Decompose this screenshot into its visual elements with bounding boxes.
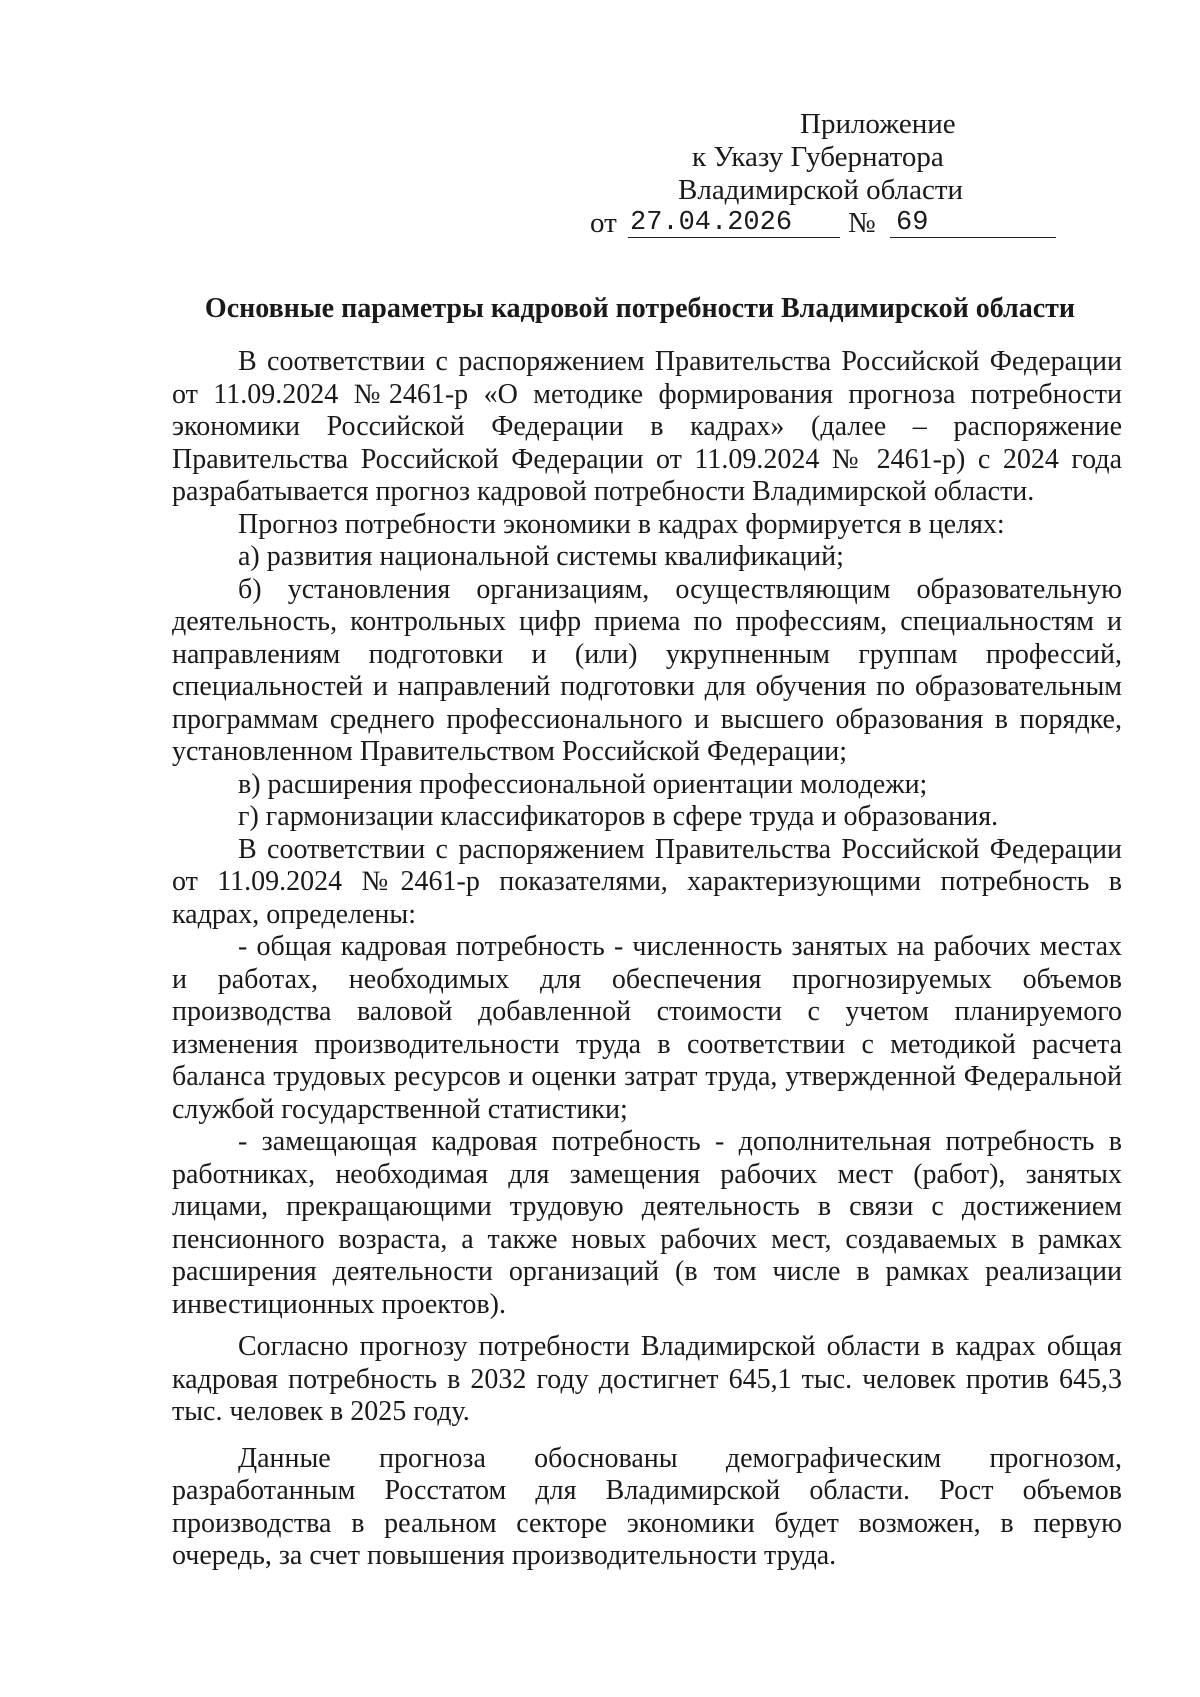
list-item: - замещающая кадровая потребность - дополнительная потребность в работниках, необходимая для замещения рабочих мест (работ), занятых лицами, прекращающими трудовую деятельность в связи с достижением пенсионного возраста, а также новых рабочих мест, создаваемых в рамках расширения деятельности организаций (в том числе в рамках реализации инвестиционных проектов). — [172, 1126, 1122, 1320]
list-item: а) развития национальной системы квалификаций; — [238, 541, 844, 572]
paragraph: Прогноз потребности экономики в кадрах формируется в целях: — [238, 508, 1005, 540]
list-item: - общая кадровая потребность - численность занятых на рабочих местах и работах, необходимых для обеспечения прогнозируемых объемов производства валовой добавленной стоимости с учетом планируемого изменения производительности труда в соответствии с методикой расчета баланса трудовых ресурсов и оценки затрат труда, утвержденной Федеральной службой государственной статистики; — [172, 931, 1122, 1125]
paragraph: Согласно прогнозу потребности Владимирской области в кадрах общая кадровая потребность в 2032 году достигнет 645,1 тыс. человек против 645,3 тыс. человек в 2025 году. — [172, 1331, 1122, 1427]
paragraph: В соответствии с распоряжением Правительства Российской Федерации от 11.09.2024 №2461-р «О методике формирования прогноза потребности экономики Российской Федерации в кадрах» (далее – распоряжение Правительства Российской Федерации от 11.09.2024 № 2461-р) с 2024 года разрабатывается прогноз кадровой потребности Владимирской области. — [172, 346, 1122, 507]
number-label: № — [848, 207, 876, 239]
appendix-line-2: к Указу Губернатора — [692, 141, 944, 173]
decree-number: 69 — [890, 207, 1056, 238]
date-label: от — [590, 207, 617, 239]
list-item: г) гармонизации классификаторов в сфере труда и образования. — [238, 801, 999, 832]
document-body — [172, 346, 1122, 1573]
appendix-line-1: Приложение — [800, 108, 956, 140]
document-title: Основные параметры кадровой потребности Владимирской области — [204, 293, 1076, 324]
decree-date: 27.04.2026 — [628, 207, 840, 238]
list-item: в) расширения профессиональной ориентации молодежи; — [238, 768, 928, 800]
appendix-line-3: Владимирской области — [678, 174, 964, 206]
list-item: б) установления организациям, осуществляющим образовательную деятельность, контрольных цифр приема по профессиям, специальностям и направлениям подготовки и (или) укрупненным группам профессий, специальностей и направлений подготовки для обучения по образовательным программам среднего профессионального и высшего образования в порядке, установленном Правительством Российской Федерации; — [172, 573, 1122, 767]
paragraph: В соответствии с распоряжением Правительства Российской Федерации от 11.09.2024 №2461-р показателями, характеризующими потребность в кадрах, определены: — [172, 833, 1122, 930]
appendix-date-number-line — [590, 207, 1070, 247]
appendix-header — [590, 108, 1070, 247]
paragraph: Данные прогноза обоснованы демографическим прогнозом, разработанным Росстатом для Владимирской области. Рост объемов производства в реальном секторе экономики будет возможен, в первую очередь, за счет повышения производительности труда. — [172, 1442, 1122, 1571]
